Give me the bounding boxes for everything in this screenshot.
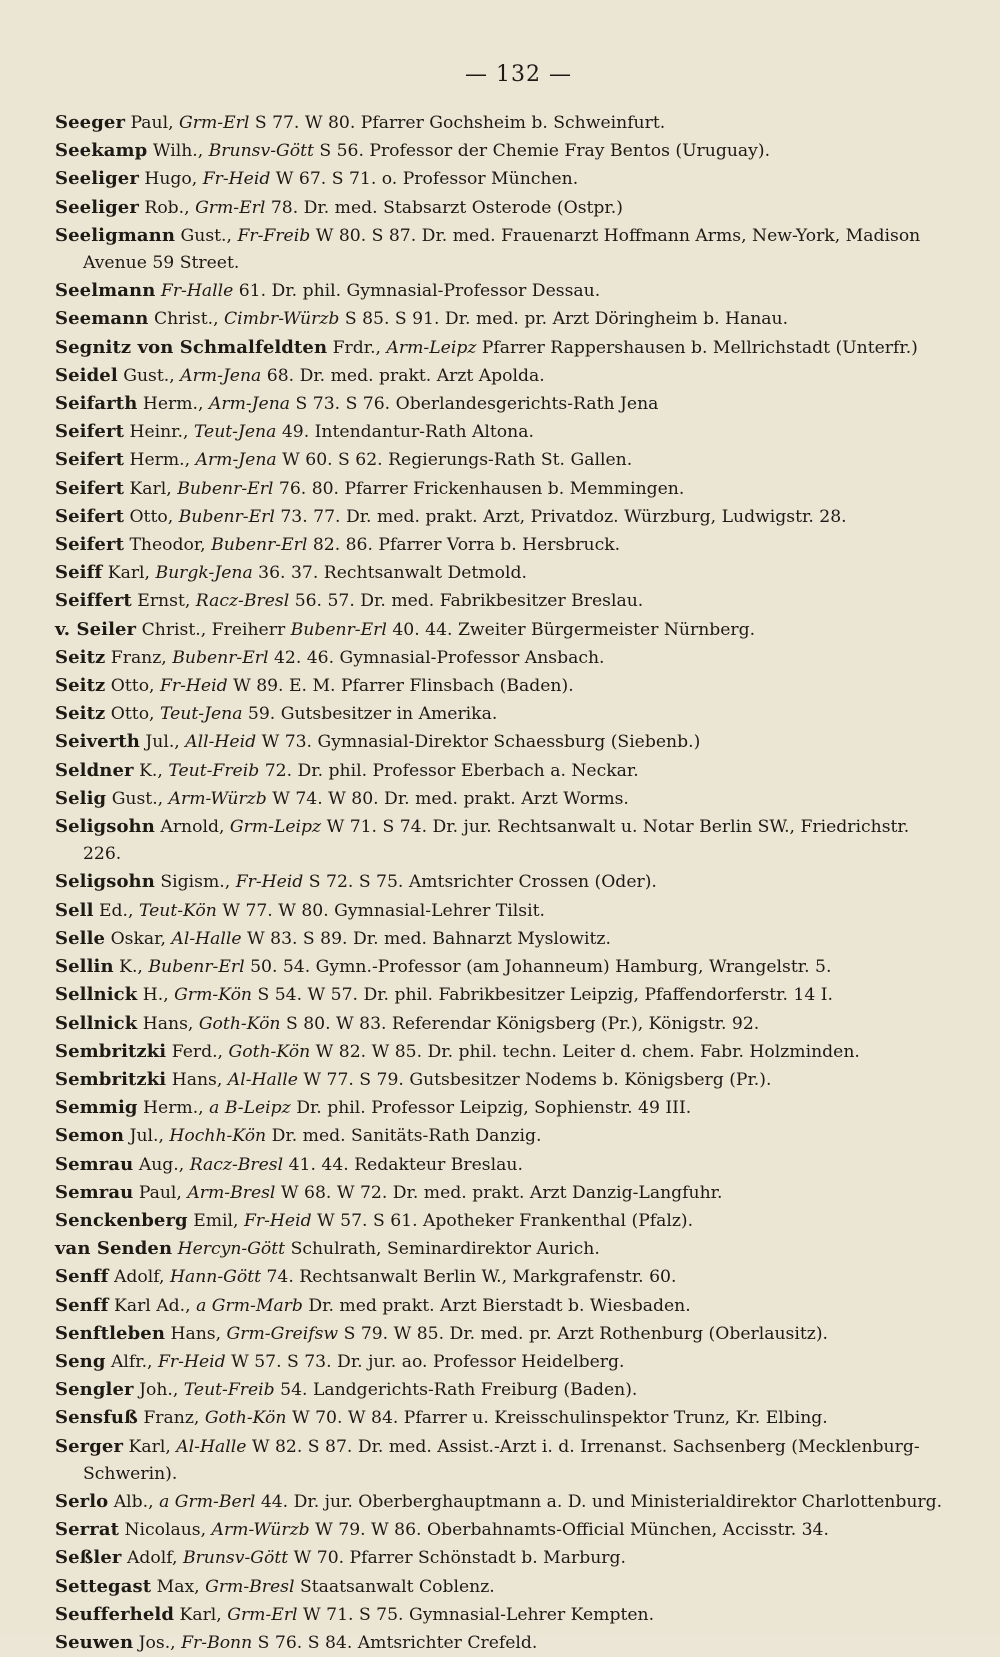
member-entry <box>55 728 952 756</box>
member-corps: Teut-Jena <box>193 422 277 443</box>
member-given-name: Ernst, <box>137 591 191 612</box>
member-details: 72. Dr. phil. Professor Eberbach a. Neckar. <box>264 760 639 781</box>
member-details: S 72. S 75. Amtsrichter Crossen (Oder). <box>308 872 657 893</box>
member-entry <box>55 1516 952 1544</box>
member-entry <box>55 1348 952 1376</box>
member-corps: Grm-Kön <box>174 985 253 1006</box>
page-number: — 132 — <box>465 62 572 87</box>
member-given-name: Aug., <box>138 1154 185 1175</box>
member-details: S 77. W 80. Pfarrer Gochsheim b. Schweinfurt. <box>254 113 666 133</box>
member-surname: Sellin <box>55 956 114 978</box>
member-corps: Bubenr-Erl <box>211 535 308 556</box>
member-given-name: Herm., <box>129 450 191 471</box>
member-surname: Sellnick <box>55 1012 138 1034</box>
member-given-name: Adolf, <box>126 1548 178 1569</box>
member-given-name: Sigism., <box>160 872 231 893</box>
member-details: W 79. W 86. Oberbahnamts-Official München, Accisstr. 34. <box>315 1520 829 1541</box>
member-given-name: H., <box>142 985 169 1006</box>
member-details: 82. 86. Pfarrer Vorra b. Hersbruck. <box>312 535 621 556</box>
member-corps: Fr-Heid <box>235 872 304 893</box>
member-details: W 82. S 87. Dr. med. Assist.-Arzt i. d. Irrenanst. Sachsenberg (Mecklenburg-Schwerin). <box>83 1436 920 1484</box>
member-corps: Goth-Kön <box>228 1041 311 1062</box>
member-surname: Settegast <box>55 1575 152 1597</box>
member-entry <box>55 1066 952 1094</box>
member-given-name: Paul, <box>130 113 174 133</box>
member-surname: Serlo <box>55 1490 109 1512</box>
member-details: 41. 44. Redakteur Breslau. <box>288 1154 523 1175</box>
member-details: W 82. W 85. Dr. phil. techn. Leiter d. chem. Fabr. Holzminden. <box>315 1041 860 1062</box>
member-details: S 80. W 83. Referendar Königsberg (Pr.), Königstr. 92. <box>285 1013 760 1034</box>
member-surname: Seiffert <box>55 590 132 612</box>
member-given-name: Gust., <box>123 365 175 386</box>
member-given-name: Heinr., <box>129 422 189 443</box>
member-corps: Bubenr-Erl <box>178 506 275 527</box>
member-surname: Seitz <box>55 646 106 668</box>
member-corps: Bubenr-Erl <box>172 647 269 668</box>
member-given-name: Emil, <box>193 1210 239 1231</box>
member-surname: Seufferheld <box>55 1603 175 1625</box>
member-given-name: Karl Ad., <box>114 1295 191 1316</box>
member-entry <box>55 1601 952 1629</box>
member-surname: Seeger <box>55 112 126 133</box>
member-given-name: K., <box>119 957 143 978</box>
member-surname: Semon <box>55 1125 125 1147</box>
member-corps: Racz-Bresl <box>195 591 290 612</box>
member-entry <box>55 757 952 785</box>
member-entry <box>55 222 952 277</box>
member-corps: Hann-Gött <box>169 1267 262 1288</box>
member-corps: Al-Halle <box>176 1436 247 1457</box>
member-surname: Seekamp <box>55 140 148 162</box>
member-given-name: Hans, <box>170 1323 222 1344</box>
member-corps: Al-Halle <box>227 1069 298 1090</box>
member-corps: Bubenr-Erl <box>290 619 387 640</box>
member-corps: Teut-Freib <box>183 1380 275 1401</box>
member-corps: Grm-Erl <box>227 1604 298 1625</box>
member-surname: Semmig <box>55 1097 138 1119</box>
member-surname: Selle <box>55 927 106 949</box>
member-surname: Seiverth <box>55 731 140 753</box>
member-entry <box>55 559 952 587</box>
member-entry <box>55 700 952 728</box>
member-given-name: Jul., <box>145 732 180 753</box>
member-surname: Seitz <box>55 703 106 725</box>
member-corps: Arm-Würzb <box>211 1520 310 1541</box>
member-corps: Teut-Freib <box>168 760 260 781</box>
member-entry <box>55 305 952 333</box>
member-corps: Brunsv-Gött <box>208 141 314 162</box>
member-details: W 77. S 79. Gutsbesitzer Nodems b. Königsberg (Pr.). <box>303 1069 772 1090</box>
member-corps: Fr-Bonn <box>181 1632 253 1653</box>
member-surname: Sellnick <box>55 984 138 1006</box>
member-surname: Seelmann <box>55 280 156 302</box>
member-surname: Sembritzki <box>55 1040 167 1062</box>
member-given-name: Otto, <box>129 506 174 527</box>
member-corps: Grm-Erl <box>179 113 250 133</box>
member-details: 42. 46. Gymnasial-Professor Ansbach. <box>273 647 605 668</box>
member-entry <box>55 1404 952 1432</box>
member-entry <box>55 616 952 644</box>
member-corps: Arm-Bresl <box>187 1182 276 1203</box>
member-given-name: Hans, <box>142 1013 194 1034</box>
member-corps: Goth-Kön <box>204 1408 287 1429</box>
member-entry <box>55 194 952 222</box>
member-surname: Seitz <box>55 675 106 697</box>
member-surname: Seiff <box>55 562 103 584</box>
member-surname: Sembritzki <box>55 1068 167 1090</box>
member-details: W 73. Gymnasial-Direktor Schaessburg (Siebenb.) <box>261 732 701 753</box>
member-given-name: Karl, <box>107 563 151 584</box>
member-corps: Grm-Erl <box>195 197 266 218</box>
member-surname: Sell <box>55 899 94 921</box>
member-entry <box>55 868 952 896</box>
member-surname: Seuwen <box>55 1631 134 1653</box>
member-entry <box>55 644 952 672</box>
member-entry <box>55 165 952 193</box>
member-given-name: Hans, <box>171 1069 223 1090</box>
member-entry <box>55 390 952 418</box>
member-corps: All-Heid <box>185 732 257 753</box>
member-corps: Bubenr-Erl <box>148 957 245 978</box>
member-surname: Seifert <box>55 505 124 527</box>
member-entry <box>55 1038 952 1066</box>
member-details: W 89. E. M. Pfarrer Flinsbach (Baden). <box>233 676 574 697</box>
member-given-name: Theodor, <box>129 535 206 556</box>
member-given-name: Joh., <box>139 1380 179 1401</box>
member-details: S 85. S 91. Dr. med. pr. Arzt Döringheim b. Hanau. <box>344 309 789 330</box>
member-given-name: Alb., <box>113 1491 154 1512</box>
member-details: 68. Dr. med. prakt. Arzt Apolda. <box>266 365 545 386</box>
member-entry <box>55 785 952 813</box>
member-surname: Serrat <box>55 1519 119 1541</box>
member-corps: Cimbr-Würzb <box>224 309 340 330</box>
member-entry <box>55 334 952 362</box>
member-entry <box>55 137 952 165</box>
member-entry <box>55 813 952 868</box>
member-surname: v. Seiler <box>55 618 137 640</box>
member-entry <box>55 1629 952 1657</box>
member-given-name: Nicolaus, <box>124 1520 207 1541</box>
member-details: 36. 37. Rechtsanwalt Detmold. <box>258 563 527 584</box>
member-details: Pfarrer Rappershausen b. Mellrichstadt (Unterfr.) <box>481 337 918 358</box>
member-entry <box>55 1573 952 1601</box>
member-entry <box>55 1433 952 1488</box>
member-details: W 71. S 75. Gymnasial-Lehrer Kempten. <box>303 1604 655 1625</box>
member-surname: Segnitz von Schmalfeldten <box>55 336 328 358</box>
member-given-name: Gust., <box>180 225 232 246</box>
member-details: W 57. S 61. Apotheker Frankenthal (Pfalz). <box>317 1210 694 1231</box>
member-details: Staatsanwalt Coblenz. <box>299 1576 495 1597</box>
member-surname: Seeliger <box>55 168 139 190</box>
member-corps: Fr-Heid <box>243 1210 312 1231</box>
member-surname: Seeligmann <box>55 224 176 246</box>
member-entry <box>55 1320 952 1348</box>
member-corps: a Grm-Marb <box>196 1295 303 1316</box>
member-corps: Arm-Leipz <box>386 337 477 358</box>
member-surname: Serger <box>55 1435 124 1457</box>
member-details: W 80. S 87. Dr. med. Frauenarzt Hoffmann Arms, New-York, Madison Avenue 59 Street. <box>83 225 921 274</box>
member-details: Dr. med. Sanitäts-Rath Danzig. <box>271 1126 542 1147</box>
member-given-name: Rob., <box>144 197 190 218</box>
member-details: W 70. W 84. Pfarrer u. Kreisschulinspektor Trunz, Kr. Elbing. <box>291 1408 828 1429</box>
member-entry <box>55 475 952 503</box>
member-details: W 68. W 72. Dr. med. prakt. Arzt Danzig-Langfuhr. <box>280 1182 723 1203</box>
member-surname: Semrau <box>55 1181 134 1203</box>
member-entry <box>55 1122 952 1150</box>
member-details: 74. Rechtsanwalt Berlin W., Markgrafenstr. 60. <box>266 1267 677 1288</box>
member-details: Schulrath, Seminardirektor Aurich. <box>290 1239 600 1260</box>
member-entry <box>55 1263 952 1291</box>
member-details: 73. 77. Dr. med. prakt. Arzt, Privatdoz. Würzburg, Ludwigstr. 28. <box>280 506 847 527</box>
member-corps: Fr-Halle <box>160 281 234 302</box>
member-surname: Seifert <box>55 534 124 556</box>
member-details: 59. Gutsbesitzer in Amerika. <box>247 704 498 725</box>
member-list <box>55 109 952 1657</box>
member-corps: Arm-Jena <box>180 365 262 386</box>
member-corps: Grm-Leipz <box>229 817 322 838</box>
member-corps: Burgk-Jena <box>155 563 253 584</box>
member-surname: Seeliger <box>55 196 139 218</box>
member-corps: Fr-Heid <box>202 169 271 190</box>
member-entry <box>55 1488 952 1516</box>
member-entry <box>55 672 952 700</box>
member-details: W 71. S 74. Dr. jur. Rechtsanwalt u. Notar Berlin SW., Friedrichstr. 226. <box>83 817 910 865</box>
member-details: W 70. Pfarrer Schönstadt b. Marburg. <box>293 1548 626 1569</box>
member-details: W 67. S 71. o. Professor München. <box>275 169 579 190</box>
member-entry <box>55 1179 952 1207</box>
member-corps: Arm-Jena <box>208 394 291 415</box>
member-details: 40. 44. Zweiter Bürgermeister Nürnberg. <box>392 619 756 640</box>
member-surname: Seifarth <box>55 393 138 415</box>
member-details: 49. Intendantur-Rath Altona. <box>281 422 534 443</box>
member-corps: Arm-Würzb <box>168 788 267 809</box>
member-entry <box>55 1292 952 1320</box>
member-corps: Racz-Bresl <box>189 1154 284 1175</box>
member-given-name: Christ., <box>153 309 219 330</box>
member-corps: Arm-Jena <box>195 450 277 471</box>
member-corps: Hochh-Kön <box>169 1126 267 1147</box>
member-entry <box>55 503 952 531</box>
member-details: W 60. S 62. Regierungs-Rath St. Gallen. <box>282 450 633 471</box>
member-given-name: Gust., <box>111 788 164 809</box>
member-details: S 54. W 57. Dr. phil. Fabrikbesitzer Leipzig, Pfaffendorferstr. 14 I. <box>257 985 833 1006</box>
member-surname: Seifert <box>55 449 124 471</box>
member-details: W 74. W 80. Dr. med. prakt. Arzt Worms. <box>272 788 629 809</box>
member-given-name: Alfr., <box>111 1351 153 1372</box>
member-given-name: Arnold, <box>160 817 225 838</box>
member-given-name: Otto, <box>110 676 155 697</box>
member-corps: Grm-Bresl <box>205 1576 295 1597</box>
member-given-name: Wilh., <box>152 141 204 162</box>
member-given-name: Ed., <box>99 900 134 921</box>
member-given-name: Karl, <box>179 1604 222 1625</box>
member-entry <box>55 1544 952 1572</box>
member-given-name: Frdr., <box>332 337 382 358</box>
member-entry <box>55 1235 952 1263</box>
member-corps: Goth-Kön <box>198 1013 281 1034</box>
member-surname: Sengler <box>55 1379 134 1401</box>
member-entry <box>55 109 952 137</box>
member-surname: Seidel <box>55 364 118 386</box>
member-given-name: Franz, <box>110 647 167 668</box>
member-details: 76. 80. Pfarrer Frickenhausen b. Memmingen. <box>278 478 685 499</box>
member-given-name: Ferd., <box>171 1041 224 1062</box>
member-details: S 76. S 84. Amtsrichter Crefeld. <box>257 1632 538 1653</box>
member-surname: Seemann <box>55 308 149 330</box>
member-corps: Al-Halle <box>171 928 242 949</box>
member-corps: Fr-Heid <box>158 1351 226 1372</box>
member-given-name: Jos., <box>138 1632 176 1653</box>
member-surname: Seldner <box>55 759 134 781</box>
member-entry <box>55 446 952 474</box>
member-given-name: Hugo, <box>144 169 198 190</box>
member-entry <box>55 1094 952 1122</box>
member-details: S 56. Professor der Chemie Fray Bentos (Uruguay). <box>319 141 771 162</box>
member-details: 54. Landgerichts-Rath Freiburg (Baden). <box>280 1380 638 1401</box>
member-surname: Seng <box>55 1350 106 1372</box>
member-entry <box>55 897 952 925</box>
member-entry <box>55 925 952 953</box>
member-given-name: Adolf, <box>114 1267 165 1288</box>
member-surname: Senckenberg <box>55 1209 188 1231</box>
member-entry <box>55 1151 952 1179</box>
member-details: 61. Dr. phil. Gymnasial-Professor Dessau. <box>238 281 601 302</box>
member-given-name: Oskar, <box>110 928 166 949</box>
member-corps: Hercyn-Gött <box>177 1239 286 1260</box>
member-corps: Bubenr-Erl <box>177 478 274 499</box>
member-details: 50. 54. Gymn.-Professor (am Johanneum) Hamburg, Wrangelstr. 5. <box>250 957 832 978</box>
member-details: 78. Dr. med. Stabsarzt Osterode (Ostpr.) <box>270 197 623 218</box>
member-entry <box>55 277 952 305</box>
member-corps: a Grm-Berl <box>159 1491 256 1512</box>
member-surname: Seßler <box>55 1547 122 1569</box>
member-surname: Seifert <box>55 421 124 443</box>
member-surname: Senff <box>55 1266 109 1288</box>
member-given-name: Christ., Freiherr <box>141 619 286 640</box>
member-entry <box>55 531 952 559</box>
member-entry <box>55 1376 952 1404</box>
member-given-name: Franz, <box>143 1408 200 1429</box>
member-entry <box>55 418 952 446</box>
member-surname: Seligsohn <box>55 871 155 893</box>
member-details: W 57. S 73. Dr. jur. ao. Professor Heidelberg. <box>231 1351 625 1372</box>
member-details: W 77. W 80. Gymnasial-Lehrer Tilsit. <box>222 900 545 921</box>
member-corps: Fr-Heid <box>159 676 228 697</box>
member-entry <box>55 1207 952 1235</box>
member-details: W 83. S 89. Dr. med. Bahnarzt Myslowitz. <box>247 928 611 949</box>
member-surname: Seligsohn <box>55 816 155 838</box>
member-given-name: Paul, <box>138 1182 182 1203</box>
member-given-name: Otto, <box>110 704 155 725</box>
member-details: S 73. S 76. Oberlandesgerichts-Rath Jena <box>295 394 659 415</box>
member-given-name: Herm., <box>142 394 204 415</box>
member-surname: Senff <box>55 1294 109 1316</box>
member-entry <box>55 1010 952 1038</box>
member-entry <box>55 587 952 615</box>
member-given-name: Max, <box>156 1576 200 1597</box>
member-corps: Teut-Jena <box>159 704 243 725</box>
member-surname: Seifert <box>55 477 124 499</box>
member-surname: Selig <box>55 787 107 809</box>
member-entry <box>55 981 952 1009</box>
member-surname: Semrau <box>55 1153 134 1175</box>
member-surname: Senftleben <box>55 1322 166 1344</box>
member-given-name: Karl, <box>129 478 172 499</box>
member-given-name: Karl, <box>128 1436 171 1457</box>
member-details: 56. 57. Dr. med. Fabrikbesitzer Breslau. <box>294 591 644 612</box>
member-given-name: K., <box>139 760 163 781</box>
member-corps: Brunsv-Gött <box>182 1548 289 1569</box>
member-given-name: Jul., <box>129 1126 164 1147</box>
member-corps: a B-Leipz <box>209 1098 291 1119</box>
member-surname: van Senden <box>55 1238 173 1260</box>
member-corps: Teut-Kön <box>138 900 217 921</box>
member-details: 44. Dr. jur. Oberberghauptmann a. D. und Ministerialdirektor Charlottenburg. <box>260 1491 943 1512</box>
member-details: Dr. med prakt. Arzt Bierstadt b. Wiesbaden. <box>308 1295 691 1316</box>
member-corps: Fr-Freib <box>237 225 311 246</box>
member-corps: Grm-Greifsw <box>226 1323 339 1344</box>
member-surname: Sensfuß <box>55 1407 138 1429</box>
member-details: S 79. W 85. Dr. med. pr. Arzt Rothenburg (Oberlausitz). <box>343 1323 828 1344</box>
member-entry <box>55 953 952 981</box>
member-details: Dr. phil. Professor Leipzig, Sophienstr. 49 III. <box>296 1098 692 1119</box>
member-entry <box>55 362 952 390</box>
member-given-name: Herm., <box>143 1098 204 1119</box>
